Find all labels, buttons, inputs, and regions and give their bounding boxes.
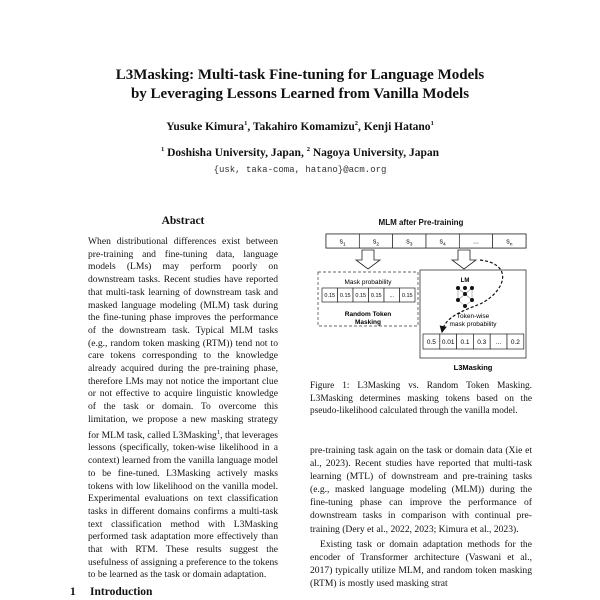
token-value: $s_4$ (439, 238, 446, 248)
rtm-value: ... (389, 292, 395, 299)
figure-caption: Figure 1: L3Masking vs. Random Token Masking. L3Masking determines masking tokens based on the pseudo-likelihood calculated through the vanilla model. (310, 381, 532, 416)
token-value: ... (473, 238, 479, 246)
section-heading-introduction: 1 Introduction (70, 586, 153, 598)
abstract-body: When distributional differences exist between pre-training and fine-tuning data, language models (LMs) may perform poorly on downstream tasks. Recent studies have reported that multi-task learning of downstream task and masked language modeling (MLM) task during the fine-tuning phase improves the performance of the downstream task. Typical MLM tasks (e.g., random token masking (RTM)) tend not to care tokens corresponding to the knowledge already acquired during the pre-training phase, therefore LMs may not notice the important clue or not effective to acquire linguistic knowledge of the task or domain. To overcome this limitation, we propose a new masking strategy for MLM task, called L3Masking$^1$, that leverages lessons (specifically, token-wise likelihood in a context) learned from the vanilla language model to be fine-tuned. L3Masking actively masks tokens with low likelihood on the vanilla model. Experimental evaluations on text classification tasks in different domains confirms a multi-task text classification method with L3Masking performed task adaptation more effectively than that with RTM. These results suggest the usefulness of assigning a preference to the tokens to be learned as the task or domain adaptation. (88, 236, 278, 581)
rtm-value: 0.15 (401, 292, 413, 299)
token-wise-label-line2: mask probability (449, 321, 497, 328)
abstract-heading: Abstract (161, 215, 205, 227)
token-value: $s_1$ (339, 238, 346, 248)
arrow-to-lm (452, 250, 476, 269)
rtm-label-line2: Masking (354, 319, 382, 326)
rtm-value: 0.15 (370, 292, 382, 299)
author: Kenji Hatano$^1$ (363, 120, 434, 133)
token-wise-label-line1: Token-wise (456, 313, 490, 320)
rtm-value: 0.15 (324, 292, 336, 299)
l3-value: 0.01 (441, 338, 455, 346)
figure-1 (310, 212, 532, 374)
paper-title (30, 66, 570, 104)
affiliations: $^1$ Doshisha University, Japan, $^2$ Nagoya University, Japan (160, 146, 440, 159)
figure-diagram (310, 212, 532, 374)
paragraph: pre-training task again on the task or domain data (Xie et al., 2023). Recent studies have reported that multi-task learning (MTL) of downstream and pre-training tasks (e.g., masked language modeling (MLM)) during the fine-tuning phase can improve the performance of downstream tasks in comparison with continual pre-training (Dery et al., 2022, 2023; Kimura et al., 2023). (310, 445, 532, 535)
token-value: $s_3$ (406, 238, 413, 248)
author: Takahiro Komamizu$^2$, (252, 120, 364, 133)
body-text-column (310, 444, 532, 590)
paragraph: Existing task or domain adaptation methods for the encoder of Transformer architecture (Vaswani et al., 2017) typically utilize MLM, and random token masking (RTM) is mostly used masking strat (310, 538, 532, 589)
author-list (0, 120, 600, 133)
l3-value: 0.3 (477, 338, 487, 346)
token-value: $s_2$ (372, 238, 380, 248)
rtm-value: 0.15 (339, 292, 351, 299)
l3-value: 0.2 (510, 338, 520, 346)
l3masking-label: L3Masking (453, 363, 493, 372)
token-value: $s_n$ (506, 238, 513, 248)
l3-value: 0.1 (460, 338, 470, 346)
l3masking-values (423, 334, 524, 349)
l3-value: ... (495, 338, 502, 346)
rtm-value: 0.15 (355, 292, 367, 299)
mask-probability-label: Mask probability (344, 279, 392, 286)
title-line-2: by Leveraging Lessons Learned from Vanilla Models (130, 86, 470, 102)
l3-value: 0.5 (426, 338, 436, 346)
author: Yusuke Kimura$^1$, (166, 120, 253, 133)
footnote-marker[interactable]: 1 (216, 428, 221, 436)
token-row (326, 234, 526, 248)
lm-label: LM (460, 278, 470, 284)
title-line-1: L3Masking: Multi-task Fine-tuning for Language Models (115, 67, 485, 83)
author-email[interactable]: {usk, taka-coma, hatano}@acm.org (213, 165, 387, 175)
figure-title: MLM after Pre-training (378, 218, 464, 227)
arrow-to-rtm (356, 250, 380, 269)
rtm-label-line1: Random Token (344, 311, 392, 318)
rtm-values (322, 288, 415, 302)
